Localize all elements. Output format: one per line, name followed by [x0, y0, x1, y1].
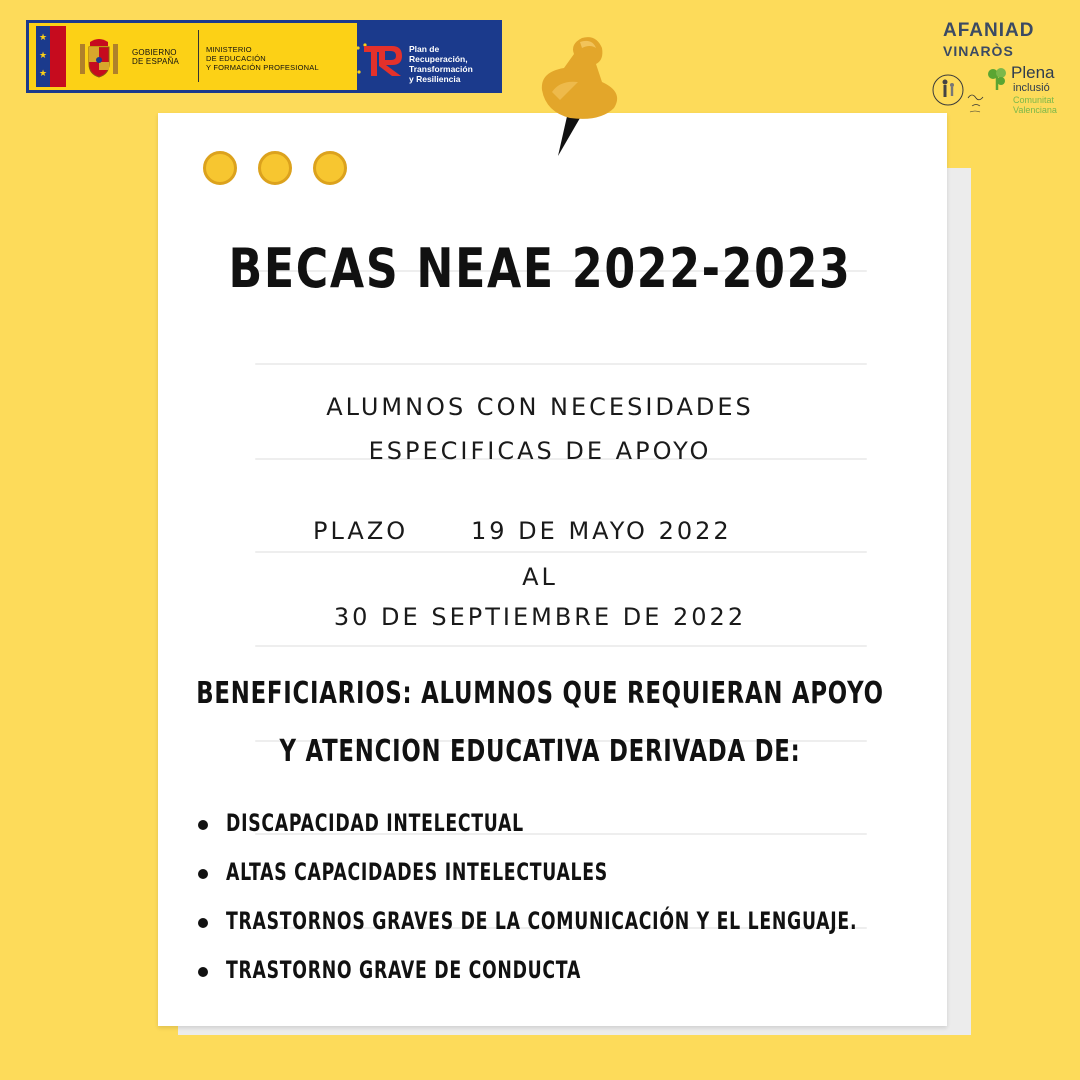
ruled-line: [255, 645, 867, 647]
list-item-text: TRASTORNO GRAVE DE CONDUCTA: [226, 956, 582, 984]
list-item-text: ALTAS CAPACIDADES INTELECTUALES: [226, 858, 608, 886]
page-title: BECAS NEAE 2022-2023: [228, 237, 852, 300]
decorative-dot: [313, 151, 347, 185]
ministerio-text: MINISTERIO DE EDUCACIÓN Y FORMACIÓN PROFESIONAL: [206, 45, 319, 72]
bullet-icon: [198, 967, 208, 977]
beneficiarios-line-1: BENEFICIARIOS: ALUMNOS QUE REQUIERAN APOYO: [196, 676, 884, 711]
plena-text: Plena: [1011, 63, 1055, 82]
gobierno-text: GOBIERNO DE ESPAÑA: [132, 48, 179, 66]
recovery-plan-logo-icon: [346, 36, 416, 82]
bullet-icon: [198, 918, 208, 928]
plazo-label: PLAZO: [313, 517, 409, 545]
push-pin-icon: [530, 30, 640, 160]
comunitat-valenciana-text: Comunitat Valenciana: [1013, 95, 1057, 115]
inclusio-text: inclusió: [1013, 82, 1050, 94]
list-item-text: DISCAPACIDAD INTELECTUAL: [226, 809, 524, 837]
decorative-dot: [203, 151, 237, 185]
plazo-connector: AL: [522, 563, 558, 591]
vinaros-text: VINARÒS: [943, 43, 1014, 59]
recovery-plan-text: Plan de Recuperación, Transformación y Resiliencia: [409, 44, 473, 84]
list-item-text: TRASTORNOS GRAVES DE LA COMUNICACIÓN Y EL LENGUAJE.: [226, 907, 858, 935]
decorative-dot: [258, 151, 292, 185]
ruled-line: [255, 551, 867, 553]
coat-of-arms-icon: [76, 34, 122, 80]
spain-eu-flag-icon: ★ ★ ★: [36, 26, 66, 87]
ruled-line: [255, 363, 867, 365]
family-circle-logo-icon: [932, 70, 988, 118]
subtitle-line-2: ESPECIFICAS DE APOYO: [368, 437, 712, 465]
bullet-icon: [198, 820, 208, 830]
government-banner: [26, 20, 502, 93]
beneficiarios-line-2: Y ATENCION EDUCATIVA DERIVADA DE:: [279, 734, 801, 769]
bullet-icon: [198, 869, 208, 879]
afaniad-logo-text: AFANIAD: [943, 20, 1035, 41]
plazo-start-date: 19 DE MAYO 2022: [471, 517, 732, 545]
plazo-end-date: 30 DE SEPTIEMBRE DE 2022: [333, 603, 747, 631]
subtitle-line-1: ALUMNOS CON NECESIDADES: [326, 393, 754, 421]
banner-divider: [198, 30, 199, 82]
plena-inclusion-leaf-icon: [985, 66, 1011, 92]
